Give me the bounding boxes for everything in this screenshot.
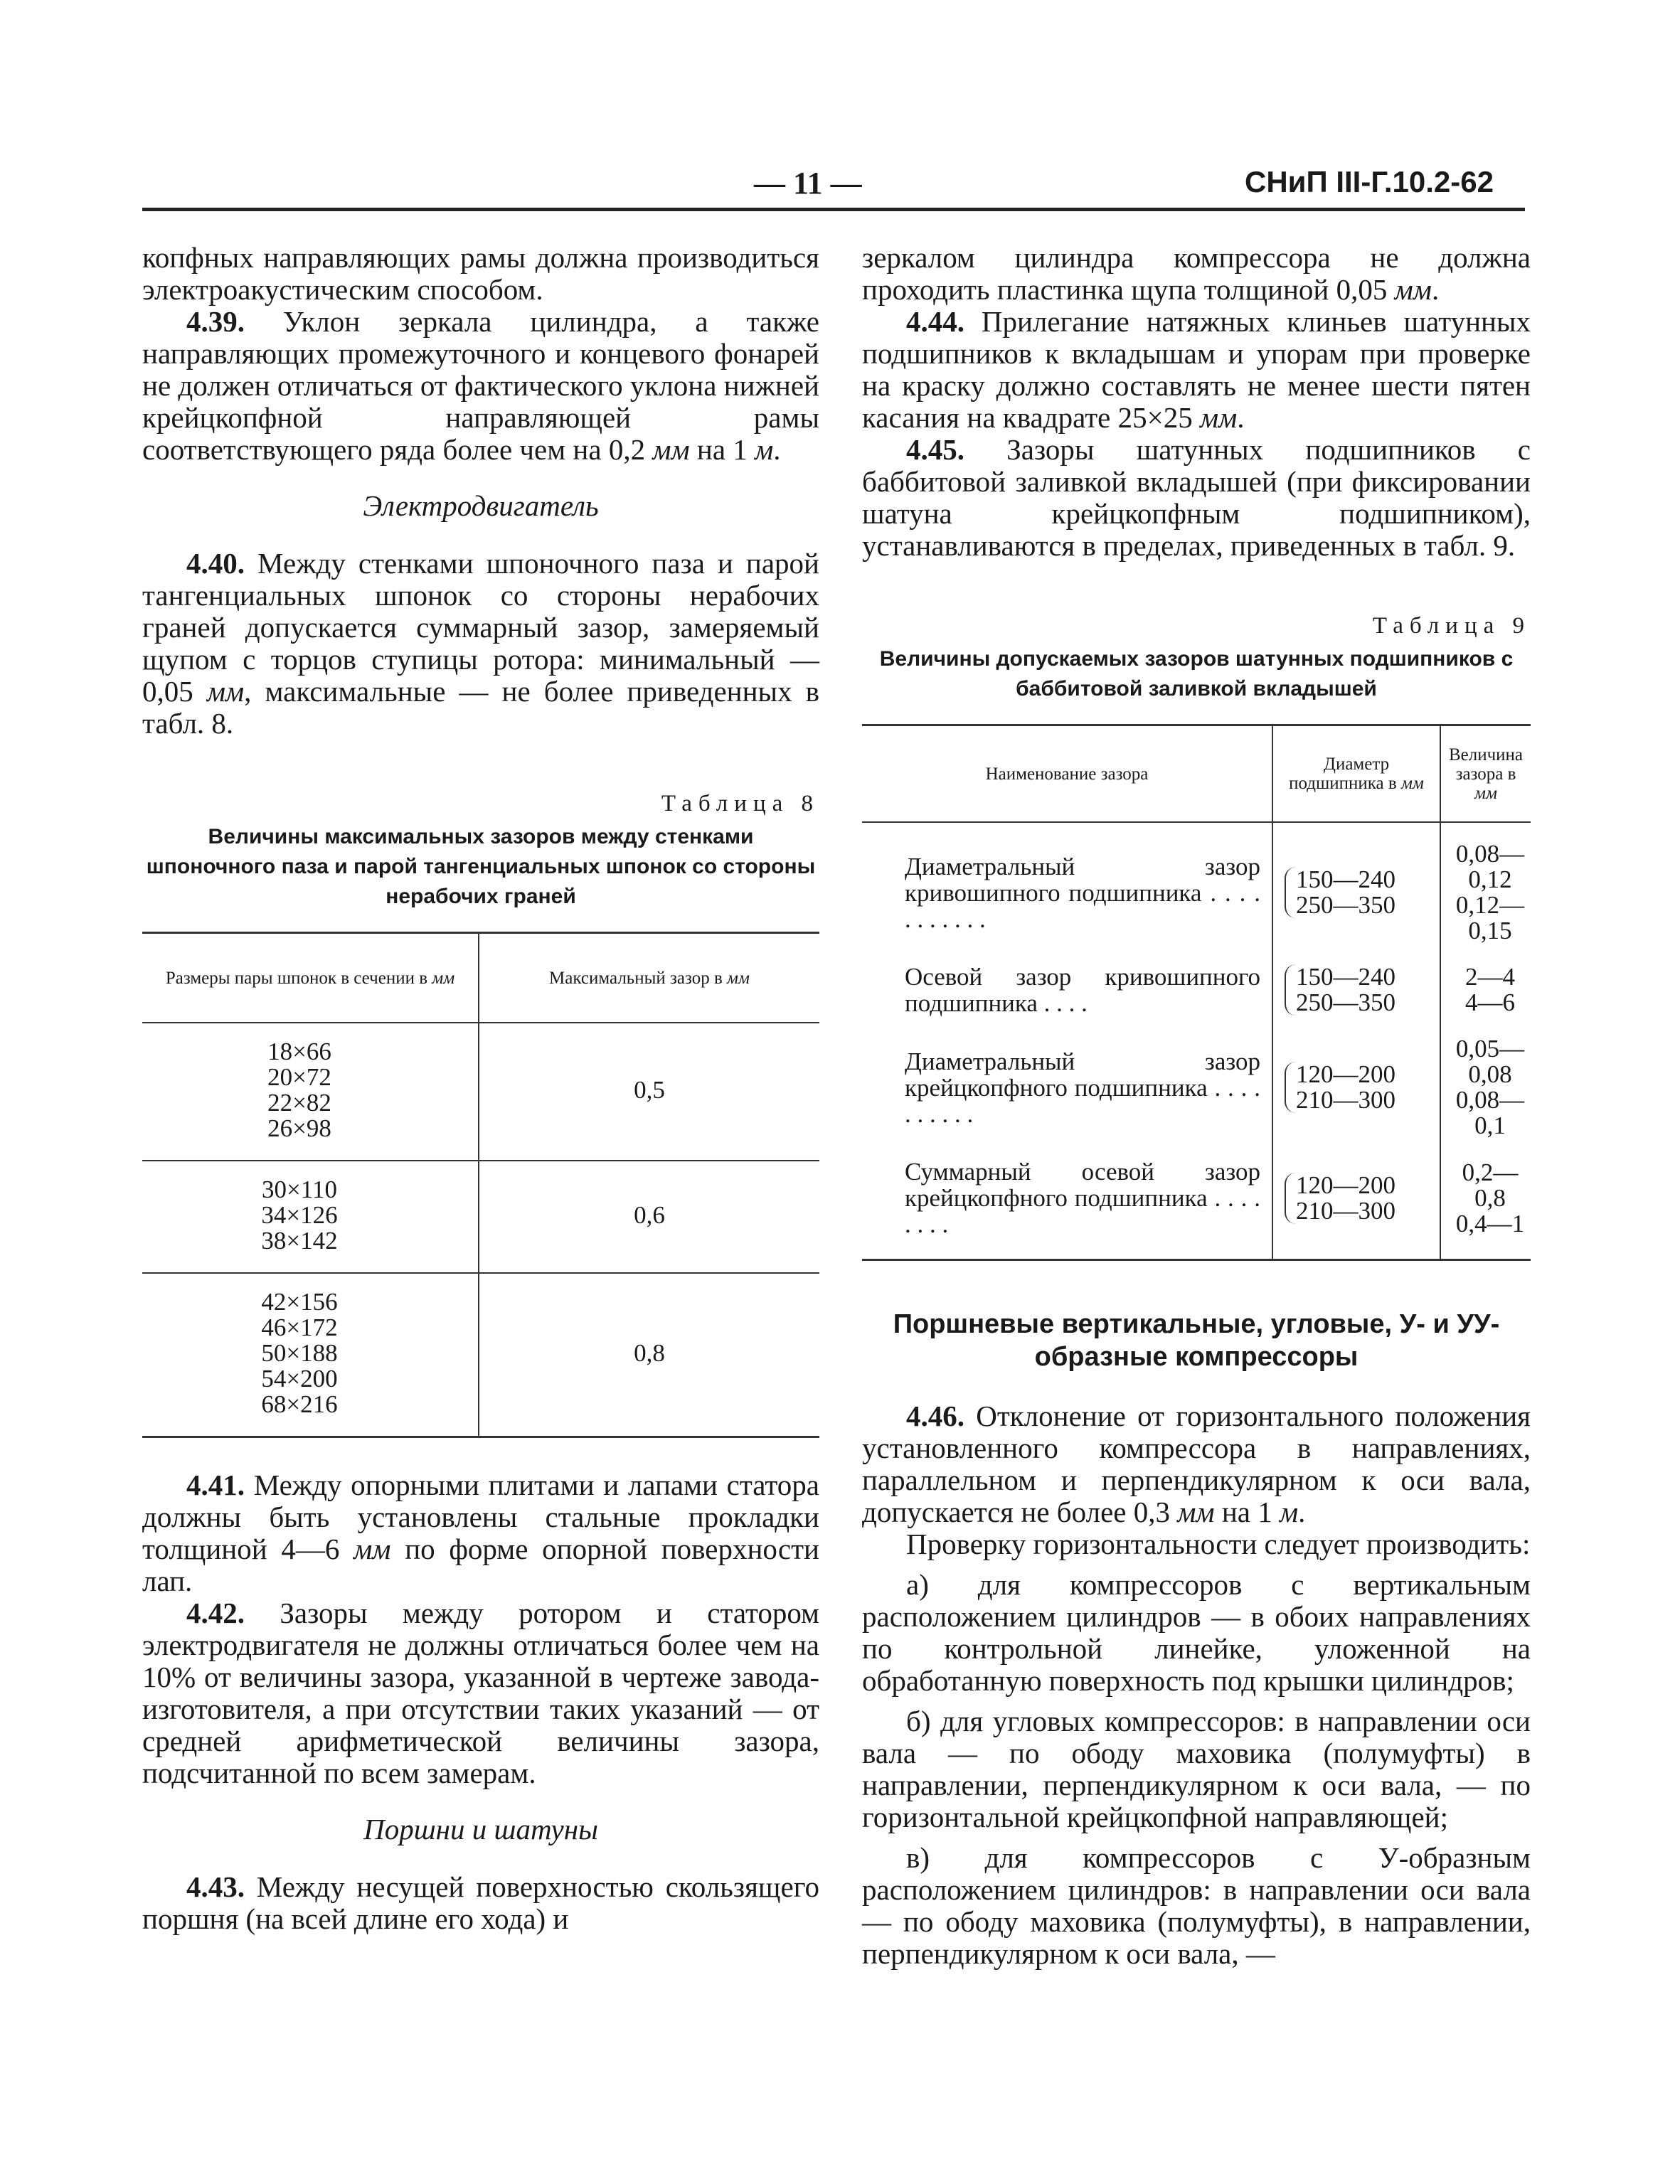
clause-text: Между несущей поверхностью скользящего поршня (на всей длине его хода) и (142, 1870, 819, 1935)
table-row (862, 1021, 1531, 1143)
clause-text: Прилегание натяжных клиньев шатунных подшипников к вкладышам и упорам при проверке на краску должно составлять не менее шести пятен касания на квадрате 25×25 (862, 305, 1531, 434)
unit-m: м (755, 433, 774, 466)
paragraph-check: Проверку горизонтальности следует производить: (906, 1528, 1531, 1560)
table-8-caption: Величины максимальных зазоров между стенками шпоночного паза и парой тангенциальных шпонок со стороны нерабочих граней (146, 825, 816, 908)
diameter-cell: 120—200 210—300 (1272, 1021, 1440, 1143)
table-row (862, 948, 1531, 1021)
clause-number: 4.41. (186, 1469, 245, 1501)
paragraph-4-45 (862, 434, 1531, 562)
list-item-c: в) для компрессоров с У-образным расположением цилиндров: в направлении оси вала — по ободу маховика (полумуфты), в направлении, перпендикулярном к оси вала, — (862, 1841, 1531, 1970)
clause-text: Зазоры между ротором и статором электродвигателя не должны отличаться более чем на 10% от величины зазора, указанной в чертеже завода-изготовителя, а при отсутствии таких указаний — от средней арифметической величины зазора, подсчитанной по всем замерам. (142, 1597, 819, 1789)
paragraph-continuation: копфных направляющих рамы должна производиться электроакустическим способом. (142, 241, 819, 306)
gap-value-cell: 0,08—0,12 0,12—0,15 (1440, 822, 1531, 948)
unit-mm: мм (1177, 1496, 1215, 1528)
unit-mm: мм (206, 675, 245, 708)
clause-number: 4.45. (906, 433, 964, 466)
gap-cell: 0,8 (479, 1273, 819, 1437)
document-code: СНиП III-Г.10.2-62 (1244, 165, 1494, 198)
table-row (142, 1273, 819, 1437)
section-heading-pistons: Поршни и шатуны (363, 1813, 598, 1845)
header-rule (142, 208, 1525, 211)
table-9 (862, 724, 1531, 1261)
clause-text: Между опорными плитами и лапами статора должны быть установлены стальные прокладки толщиной 4—6 (142, 1469, 819, 1565)
section-heading-compressors: Поршневые вертикальные, угловые, У- и УУ-образные компрессоры (893, 1309, 1500, 1372)
gap-cell: 0,5 (479, 1023, 819, 1161)
table-9-header-gap: Величина зазора в мм (1440, 725, 1531, 823)
gap-cell: 0,6 (479, 1161, 819, 1273)
clause-text: на 1 (689, 433, 755, 466)
right-column (862, 242, 1531, 1970)
table-8-header-gap: Максимальный зазор в мм (479, 933, 819, 1023)
clause-text: Отклонение от горизонтального положения установленного компрессора в направлениях, параллельном и перпендикулярном к оси вала, допускается не более 0,3 (862, 1400, 1531, 1528)
clause-number: 4.39. (186, 305, 245, 338)
gap-value-cell: 0,05—0,08 0,08—0,1 (1440, 1021, 1531, 1143)
table-8-header-sizes: Размеры пары шпонок в сечении в мм (142, 933, 479, 1023)
gap-value-cell: 0,2—0,8 0,4—1 (1440, 1143, 1531, 1260)
unit-mm: мм (1199, 401, 1238, 434)
clause-number: 4.43. (186, 1870, 245, 1903)
table-row (142, 1023, 819, 1161)
paragraph-4-42 (142, 1597, 819, 1789)
paragraph-4-43 (142, 1871, 819, 1935)
unit-mm: мм (652, 433, 690, 466)
sizes-cell: 18×66 20×72 22×82 26×98 (142, 1023, 479, 1161)
table-row (862, 1143, 1531, 1260)
list-item-b: б) для угловых компрессоров: в направлении оси вала — по ободу маховика (полумуфты) в направлении, перпендикулярном к оси вала, — по горизонтальной крейцкопфной направляющей; (862, 1705, 1531, 1833)
paragraph-continuation: зеркалом цилиндра компрессора не должна проходить пластинка щупа толщиной 0,05 мм. (862, 241, 1531, 306)
clause-number: 4.40. (186, 547, 245, 580)
unit-m: м (1279, 1496, 1299, 1528)
gap-value-cell: 2—4 4—6 (1440, 948, 1531, 1021)
clause-text: Зазоры шатунных подшипников с баббитовой заливкой вкладышей (при фиксировании шатуна крейцкопфным подшипником), устанавливаются в пределах, приведенных в табл. 9. (862, 433, 1531, 562)
table-8 (142, 932, 819, 1438)
clause-text: Между стенками шпоночного паза и парой тангенциальных шпонок со стороны нерабочих граней допускается суммарный зазор, замеряемый щупом с торцов ступицы ротора: минимальный — 0,05 (142, 547, 819, 708)
gap-name-cell: Суммарный осевой зазор крейцкопфного подшипника . . . . . . . . (905, 1158, 1260, 1238)
sizes-cell: 42×156 46×172 50×188 54×200 68×216 (142, 1273, 479, 1437)
paragraph-4-46: 4.46. Отклонение от горизонтального положения установленного компрессора в направлениях, параллельном и перпендикулярном к оси вала, допускается не более 0,3 мм на 1 м. (862, 1400, 1531, 1528)
table-8-label: Таблица 8 (661, 791, 819, 816)
table-9-header-diameter: Диаметр подшипника в мм (1272, 725, 1440, 823)
paragraph-4-40 (142, 548, 819, 740)
clause-text: . (773, 433, 781, 466)
left-column (142, 242, 819, 1935)
clause-text: Уклон зеркала цилиндра, а также направляющих промежуточного и концевого фонарей не должен отличаться от фактического уклона нижней крейцкопфной направляющей рамы соответствующего ряда более чем на 0,2 (142, 305, 819, 466)
clause-number: 4.46. (906, 1400, 964, 1432)
diameter-cell: 120—200 210—300 (1272, 1143, 1440, 1260)
diameter-cell: 150—240 250—350 (1272, 822, 1440, 948)
clause-text: по форме опорной поверхности лап. (142, 1533, 819, 1597)
unit-mm: мм (353, 1533, 391, 1565)
table-row (142, 1161, 819, 1273)
table-9-label: Таблица 9 (1372, 613, 1531, 639)
page-number: — 11 — (754, 166, 862, 201)
clause-number: 4.44. (906, 305, 964, 338)
gap-name-cell: Диаметральный зазор кривошипного подшипника . . . . . . . . . . . (905, 852, 1260, 933)
table-9-caption: Величины допускаемых зазоров шатунных подшипников с баббитовой заливкой вкладышей (879, 647, 1514, 701)
clause-number: 4.42. (186, 1597, 245, 1629)
paragraph-4-41 (142, 1469, 819, 1597)
gap-name-cell: Диаметральный зазор крейцкопфного подшипника . . . . . . . . . . (905, 1047, 1260, 1128)
table-9-header-name: Наименование зазора (862, 725, 1272, 823)
diameter-cell: 150—240 250—350 (1272, 948, 1440, 1021)
paragraph-4-39 (142, 306, 819, 466)
gap-name-cell: Осевой зазор кривошипного подшипника . . . . (905, 963, 1260, 1017)
table-row (862, 822, 1531, 948)
sizes-cell: 30×110 34×126 38×142 (142, 1161, 479, 1273)
unit-mm: мм (1394, 273, 1432, 306)
paragraph-4-44: 4.44. Прилегание натяжных клиньев шатунных подшипников к вкладышам и упорам при проверке на краску должно составлять не менее шести пятен касания на квадрате 25×25 мм. (862, 305, 1531, 434)
section-heading-motor: Электродвигатель (363, 489, 599, 522)
clause-text: , максимальные — не более приведенных в табл. 8. (142, 675, 820, 740)
list-item-a: а) для компрессоров с вертикальным расположением цилиндров — в обоих направлениях по контрольной линейке, уложенной на обработанную поверхность под крышки цилиндров; (862, 1568, 1531, 1697)
